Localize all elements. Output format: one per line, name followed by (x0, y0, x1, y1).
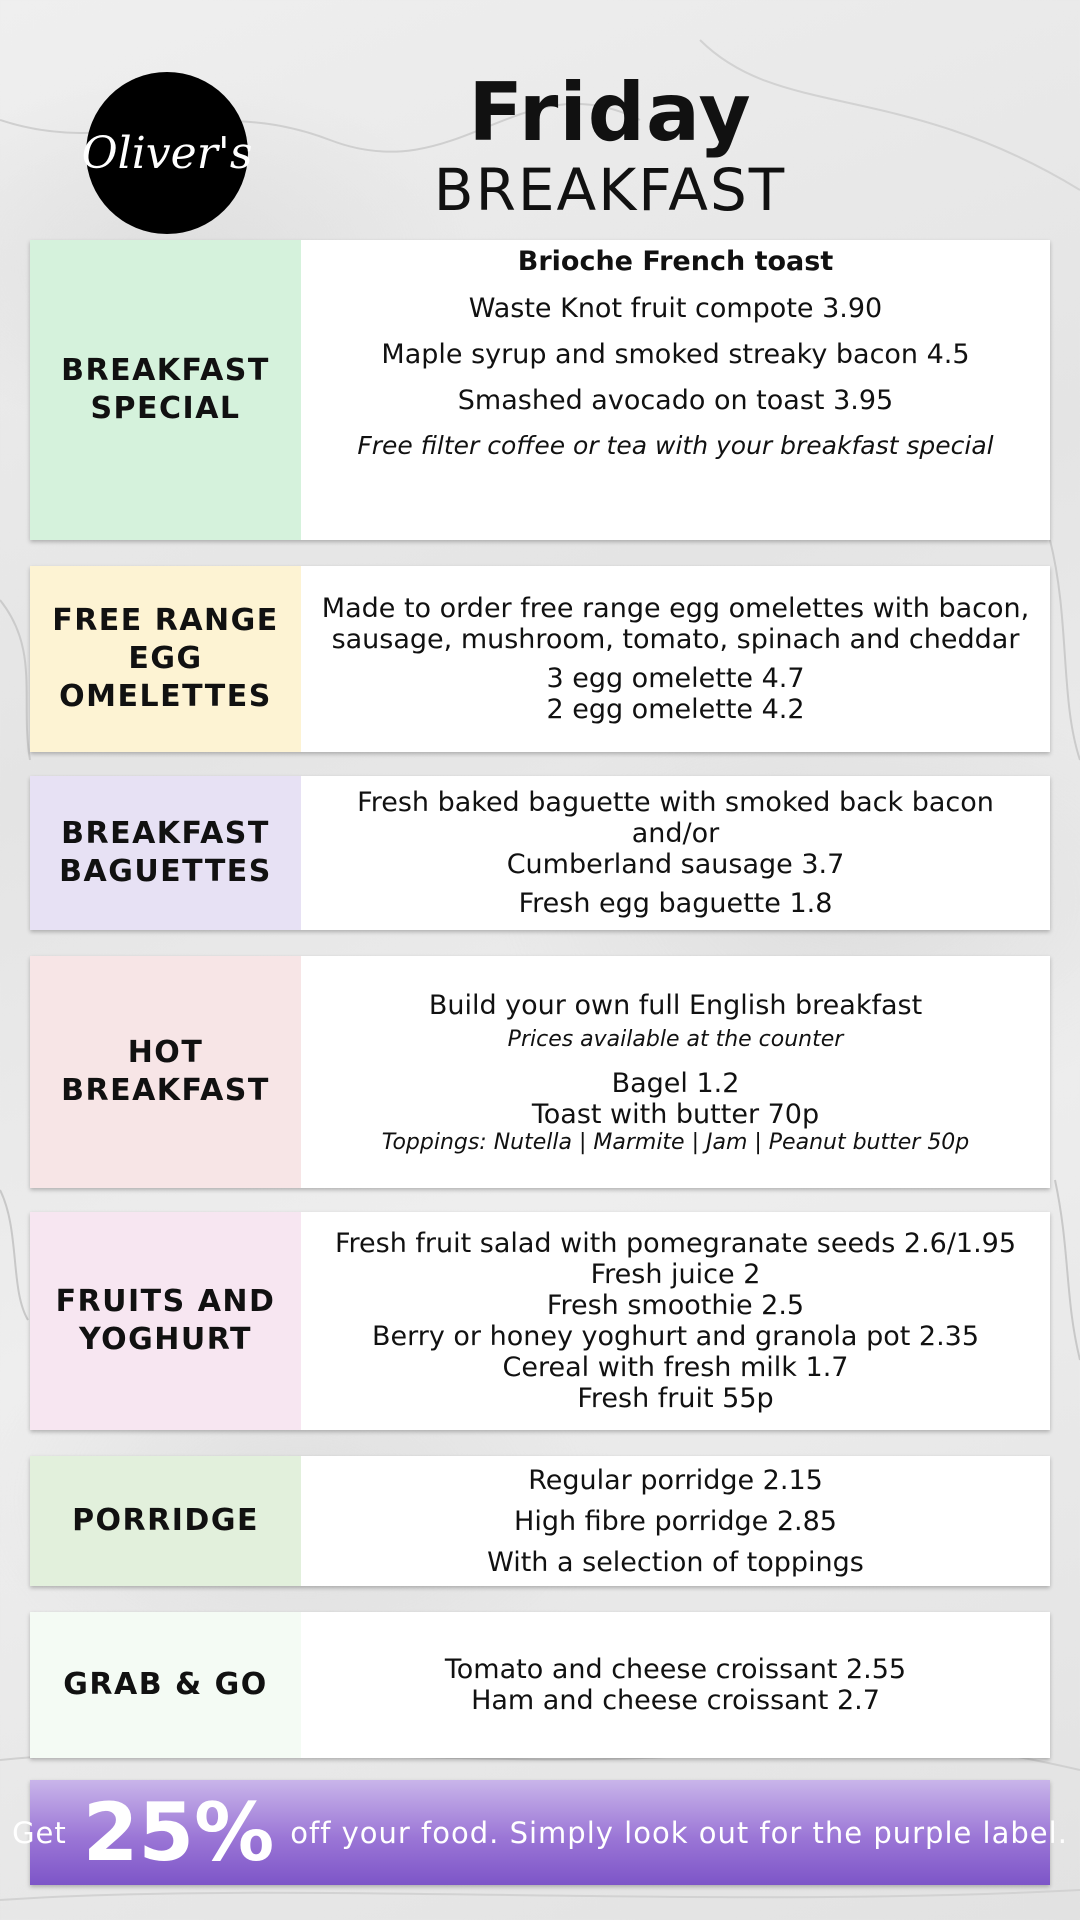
price-note: Prices available at the counter (507, 1026, 844, 1052)
day-heading: Friday (468, 66, 752, 159)
section-porridge (30, 1456, 1050, 1586)
menu-item: Fresh fruit salad with pomegranate seeds 2.6/1.95 (334, 1228, 1017, 1259)
menu-item: Regular porridge 2.15 (528, 1464, 823, 1496)
section-label: HOT BREAKFAST (30, 956, 301, 1188)
toppings-note: Toppings: Nutella | Marmite | Jam | Peanut butter 50p (381, 1129, 970, 1155)
menu-item: Fresh egg baguette 1.8 (518, 888, 833, 919)
menu-item: Fresh juice 2 (590, 1259, 761, 1290)
logo-text: Oliver's (81, 127, 253, 179)
section-breakfast-baguettes (30, 776, 1050, 930)
discount-banner (12, 1780, 1068, 1885)
section-breakfast-special (30, 240, 1050, 540)
meal-heading: BREAKFAST (433, 156, 787, 224)
section-content (301, 240, 1050, 540)
section-content (301, 956, 1050, 1188)
menu-item: Fresh smoothie 2.5 (546, 1290, 805, 1321)
menu-item: Ham and cheese croissant 2.7 (471, 1685, 880, 1716)
banner-discount: 25% (82, 1786, 275, 1879)
menu-item: High fibre porridge 2.85 (514, 1505, 837, 1537)
section-label: BREAKFAST SPECIAL (30, 240, 301, 540)
section-content (301, 566, 1050, 752)
menu-item: Smashed avocado on toast 3.95 (457, 385, 894, 416)
section-egg-omelettes (30, 566, 1050, 752)
section-label: FRUITS AND YOGHURT (30, 1212, 301, 1430)
special-title: Brioche French toast (517, 246, 834, 277)
section-content (301, 776, 1050, 930)
section-content (301, 1456, 1050, 1586)
menu-description: Cumberland sausage 3.7 (506, 849, 845, 880)
menu-item: With a selection of toppings (487, 1546, 864, 1578)
menu-item: 3 egg omelette 4.7 (546, 663, 805, 694)
menu-item: Maple syrup and smoked streaky bacon 4.5 (381, 339, 970, 370)
menu-item: Build your own full English breakfast (428, 989, 923, 1021)
menu-description: Made to order free range egg omelettes with bacon, (321, 593, 1030, 624)
section-label: GRAB & GO (30, 1612, 301, 1758)
section-label: BREAKFAST BAGUETTES (30, 776, 301, 930)
section-content (301, 1212, 1050, 1430)
menu-item: Cereal with fresh milk 1.7 (502, 1352, 849, 1383)
menu-item: Waste Knot fruit compote 3.90 (468, 293, 883, 324)
menu-item: 2 egg omelette 4.2 (546, 694, 805, 725)
section-grab-and-go (30, 1612, 1050, 1758)
section-hot-breakfast (30, 956, 1050, 1188)
menu-item: Bagel 1.2 (611, 1067, 740, 1099)
section-label: PORRIDGE (30, 1456, 301, 1586)
menu-description: Fresh baked baguette with smoked back bacon and/or (357, 787, 994, 849)
banner-prefix: Get (12, 1815, 67, 1850)
special-note: Free filter coffee or tea with your breakfast special (357, 431, 994, 460)
menu-item: Berry or honey yoghurt and granola pot 2.35 (371, 1321, 980, 1352)
section-content (301, 1612, 1050, 1758)
section-fruits-yoghurt (30, 1212, 1050, 1430)
section-label: FREE RANGE EGG OMELETTES (30, 566, 301, 752)
menu-item: Toast with butter 70p (531, 1098, 820, 1130)
menu-item: Fresh fruit 55p (577, 1383, 774, 1414)
menu-item: Tomato and cheese croissant 2.55 (444, 1654, 907, 1685)
menu-description: sausage, mushroom, tomato, spinach and cheddar (331, 624, 1020, 655)
banner-suffix: off your food. Simply look out for the purple label. (290, 1815, 1068, 1850)
